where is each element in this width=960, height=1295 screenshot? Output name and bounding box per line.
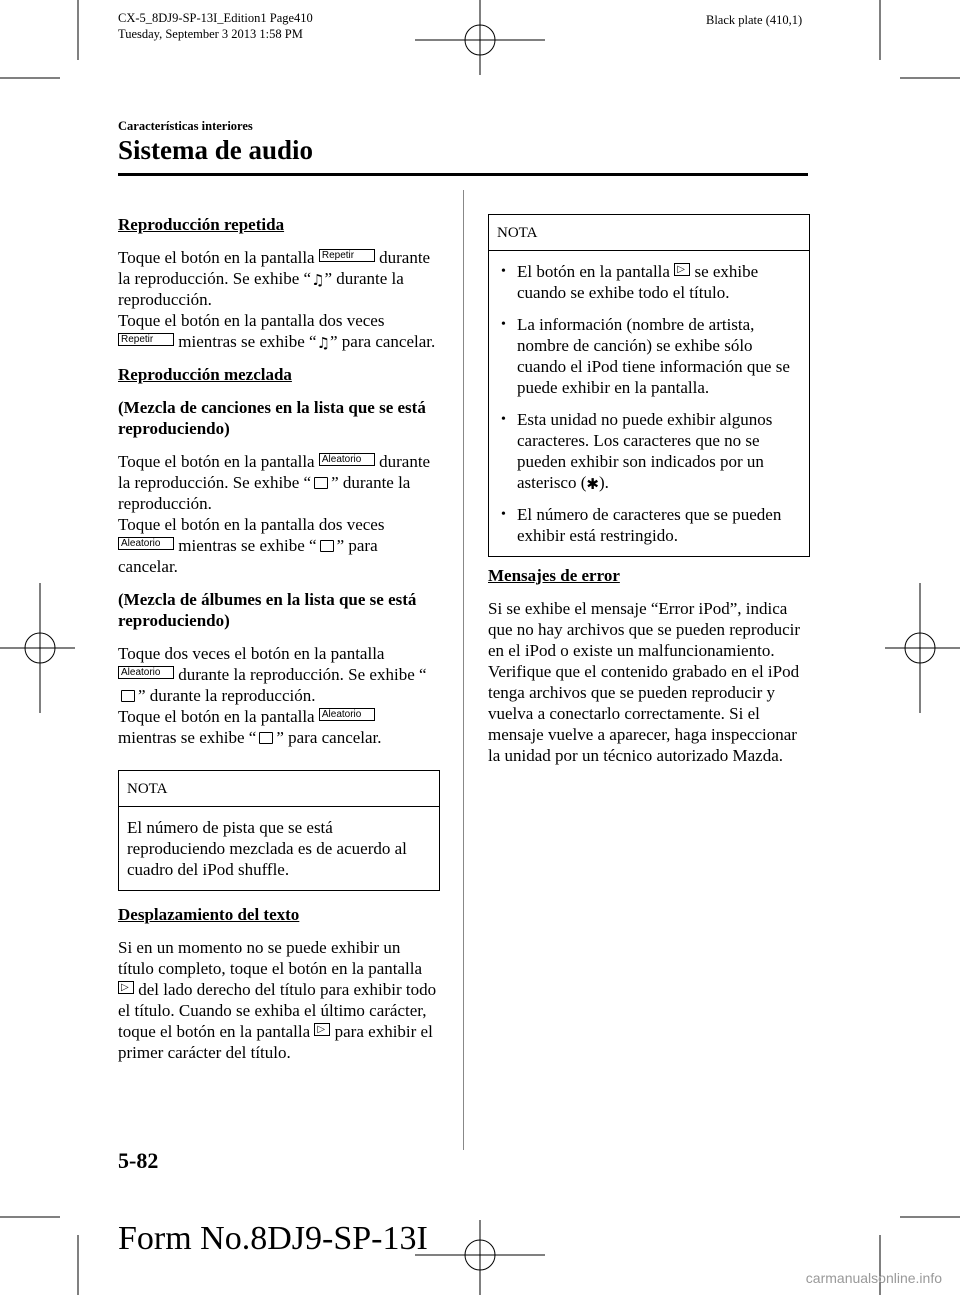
note-item: • El número de caracteres que se pueden exhibir está restringido. bbox=[497, 504, 801, 546]
album-shuffle-icon bbox=[259, 732, 273, 744]
asterisk-icon: ✱ bbox=[586, 475, 599, 493]
note-box-left bbox=[118, 770, 440, 891]
music-note-icon: ♫ bbox=[311, 271, 325, 289]
page-number: 5-82 bbox=[118, 1148, 159, 1173]
left-column bbox=[118, 214, 440, 760]
note-item: • El botón en la pantalla ▷ se exhibe cuando se exhibe todo el título. bbox=[497, 261, 801, 303]
column-divider bbox=[463, 190, 464, 1150]
print-header-left: CX-5_8DJ9-SP-13I_Edition1 Page410 Tuesday, September 3 2013 1:58 PM bbox=[118, 11, 313, 41]
subheading-songs: (Mezcla de canciones en la lista que se está reproduciendo) bbox=[118, 398, 426, 438]
left-column-bottom bbox=[118, 904, 440, 1075]
heading-scroll: Desplazamiento del texto bbox=[118, 905, 300, 924]
title-rule bbox=[118, 173, 808, 176]
heading-errors: Mensajes de error bbox=[488, 566, 620, 585]
right-column bbox=[488, 565, 810, 778]
aleatorio-button-3: Aleatorio bbox=[118, 666, 174, 679]
aleatorio-button: Aleatorio bbox=[319, 453, 375, 466]
scroll-right-button-2: ▷ bbox=[314, 1023, 330, 1036]
note-item: • La información (nombre de artista, nombre de canción) se exhibe sólo cuando el iPod tiene información que se puede exhibir en la pantalla. bbox=[497, 314, 801, 398]
aleatorio-button-4: Aleatorio bbox=[319, 708, 375, 721]
print-header-plate: Black plate (410,1) bbox=[706, 13, 803, 27]
note-heading-right: NOTA bbox=[489, 215, 809, 251]
subheading-albums: (Mezcla de álbumes en la lista que se está reproduciendo) bbox=[118, 590, 417, 630]
page-title: Sistema de audio bbox=[118, 135, 314, 165]
scroll-right-button: ▷ bbox=[118, 981, 134, 994]
heading-repeat: Reproducción repetida bbox=[118, 215, 285, 234]
music-note-icon: ♫ bbox=[316, 334, 331, 352]
note-item: • Esta unidad no puede exhibir algunos caracteres. Los caracteres que no se pueden exhibir son indicados por un asterisco (✱). bbox=[497, 409, 801, 493]
album-shuffle-icon bbox=[121, 690, 135, 702]
paragraph-shuffle-songs: Toque el botón en la pantalla Aleatorio durante la reproducción. Se exhibe “ ” durante la reproducción. Toque el botón en la pantalla dos veces Aleatorio mientras se exhibe “ ” para cancelar. bbox=[118, 452, 431, 576]
shuffle-icon bbox=[320, 540, 334, 552]
note-body: El número de pista que se está reproduciendo mezclada es de acuerdo al cuadro del iPod shuffle. bbox=[127, 818, 407, 879]
note-box-right bbox=[488, 214, 810, 557]
paragraph-shuffle-albums: Toque dos veces el botón en la pantalla Aleatorio durante la reproducción. Se exhibe “” durante la reproducción. Toque el botón en la pantalla Aleatorio mientras se exhibe “ ” para cancelar. bbox=[118, 644, 427, 747]
aleatorio-button-2: Aleatorio bbox=[118, 537, 174, 550]
scroll-right-button-3: ▷ bbox=[674, 263, 690, 276]
watermark: carmanualsonline.info bbox=[805, 1270, 942, 1286]
repetir-button-2: Repetir bbox=[118, 333, 174, 346]
paragraph-scroll: Si en un momento no se puede exhibir un título completo, toque el botón en la pantalla ▷ del lado derecho del título para exhibir todo el título. Cuando se exhiba el último carácter, toque el botón en la pantalla ▷ para exhibir el primer carácter del título. bbox=[118, 938, 437, 1062]
section-label: Características interiores bbox=[118, 119, 253, 133]
note-heading: NOTA bbox=[119, 771, 439, 807]
repetir-button: Repetir bbox=[319, 249, 375, 262]
shuffle-icon bbox=[314, 477, 328, 489]
note-list bbox=[497, 261, 801, 546]
paragraph-errors: Si se exhibe el mensaje “Error iPod”, indica que no hay archivos que se pueden reproducir en el iPod o existe un malfuncionamiento. Verifique que el contenido grabado en el iPod tenga archivos que se pueden reproducir y vuelva a conectarlo correctamente. Si el mensaje vuelve a aparecer, haga inspeccionar la unidad por un técnico autorizado Mazda. bbox=[488, 599, 801, 765]
paragraph-repeat: Toque el botón en la pantalla Repetir durante la reproducción. Se exhibe “♫” durante la reproducción. Toque el botón en la pantalla dos veces Repetir mientras se exhibe “♫” para cancelar. bbox=[118, 248, 436, 352]
heading-shuffle: Reproducción mezclada bbox=[118, 365, 292, 384]
form-number: Form No.8DJ9-SP-13I bbox=[118, 1220, 428, 1257]
